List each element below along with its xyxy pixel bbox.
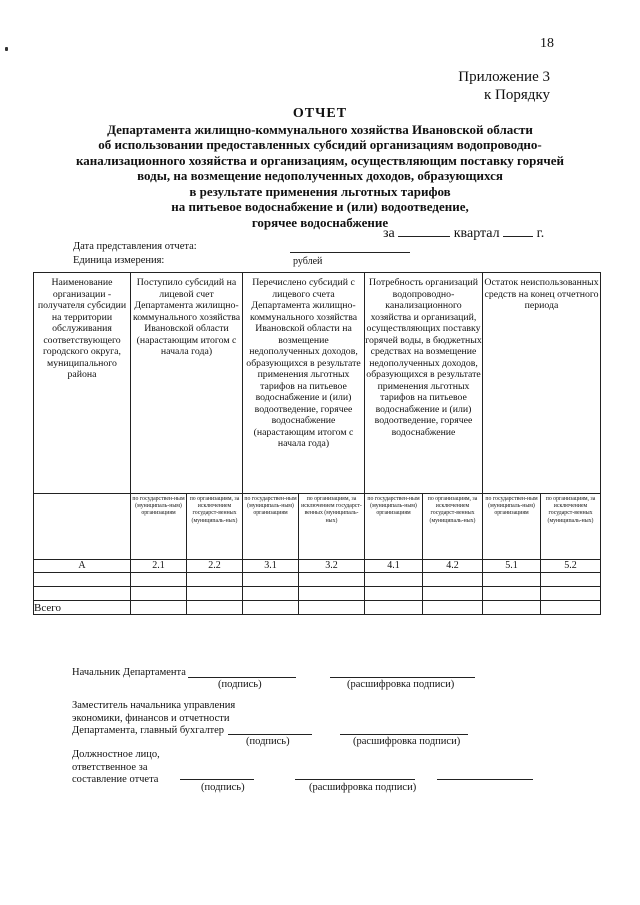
subheader-other: по организациям, за исключением государст-венных (муниципаль-ных) [299,494,365,560]
head-signature-caption: (подпись) [218,679,262,690]
subheader-state: по государствен-ным (муниципаль-ным) организациям [243,494,299,560]
deputy-decode-line [340,734,468,735]
appendix-line-2: к Порядку [484,87,550,103]
subheader-empty [34,494,131,560]
title-line: горячее водоснабжение [251,214,389,230]
title-line: Департамента жилищно-коммунального хозяйства Ивановской области [107,121,533,137]
report-period [383,226,544,242]
period-quarter: квартал [453,226,500,241]
header-need: Потребность организаций водопроводно-канализационного хозяйства и организаций, осуществляющих поставку горячей воды, в бюджетных средствах на возмещение недополученных доходов, образующихся в результате применения льготных тарифов на питьевое водоснабжение и (или) водоотведение, горячее водоснабжение [365,273,483,494]
head-label: Начальник Департамента [72,667,186,678]
period-year: г. [536,226,545,241]
subheader-other: по организациям, за исключением государст-венных (муниципаль-ных) [187,494,243,560]
col-number: 5.2 [541,560,601,573]
column-number-row [34,560,601,573]
col-number: 3.1 [243,560,299,573]
header-organization: Наименование организации - получателя субсидии на территории обслуживания соответствующего городского округа, муниципального района [34,273,131,494]
col-number: 4.1 [365,560,423,573]
official-label: Должностное лицо, ответственное за составление отчета [72,749,160,785]
subheader-state: по государствен-ным (муниципаль-ным) организациям [365,494,423,560]
appendix-line-1: Приложение 3 [458,69,550,85]
subheader-row [34,494,601,560]
official-extra-line [437,779,533,780]
official-signature-caption: (подпись) [201,782,245,793]
col-number: 2.2 [187,560,243,573]
unit-label: Единица измерения: [73,255,165,266]
report-heading: ОТЧЕТ [292,106,348,121]
deputy-label: Заместитель начальника управления экономики, финансов и отчетности Департамента, главный бухгалтер [72,700,236,736]
scan-speck [5,47,8,51]
col-number: 3.2 [299,560,365,573]
header-remainder: Остаток неиспользованных средств на конец отчетного периода [483,273,601,494]
report-table [33,272,601,615]
period-za: за [383,226,395,241]
header-transferred: Перечислено субсидий с лицевого счета Департамента жилищно-коммунального хозяйства Ивановской области на возмещение недополученных доходов, образующихся в результате применения льготных тарифов на питьевое водоснабжение и (или) водоотведение, горячее водоснабжение (нарастающим итогом с начала года) [243,273,365,494]
subheader-other: по организациям, за исключением государст-венных (муниципаль-ных) [541,494,601,560]
deputy-decode-caption: (расшифровка подписи) [353,736,461,747]
table-row [34,587,601,601]
table-row [34,573,601,587]
title-line: воды, на возмещение недополученных доходов, образующихся [137,168,503,183]
official-signature-line [180,779,254,780]
title-line: об использовании предоставленных субсидий организациям водопроводно- [98,137,542,152]
title-line: на питьевое водоснабжение и (или) водоотведение, [171,199,469,214]
header-received: Поступило субсидий на лицевой счет Департамента жилищно-коммунального хозяйства Ивановской области (нарастающим итогом с начала года) [131,273,243,494]
title-line: в результате применения льготных тарифов [189,183,451,199]
unit-value: рублей [293,256,323,267]
title-line: канализационного хозяйства и организациям, осуществляющим поставку горячей [76,152,564,168]
header-row [34,273,601,494]
official-decode-line [295,779,415,780]
deputy-signature-line [228,734,312,735]
head-signature-line [188,677,296,678]
report-title [60,106,580,230]
page-number: 18 [540,36,554,51]
col-number: 5.1 [483,560,541,573]
head-decode-caption: (расшифровка подписи) [347,679,455,690]
deputy-signature-caption: (подпись) [246,736,290,747]
date-label: Дата представления отчета: [73,241,197,252]
official-decode-caption: (расшифровка подписи) [309,782,417,793]
col-number: 2.1 [131,560,187,573]
col-number: А [34,560,131,573]
subheader-state: по государствен-ным (муниципаль-ным) организациям [483,494,541,560]
subheader-other: по организациям, за исключением государст-венных (муниципаль-ных) [423,494,483,560]
head-decode-line [330,677,475,678]
appendix-note [458,68,550,104]
col-number: 4.2 [423,560,483,573]
subheader-state: по государствен-ным (муниципаль-ным) организациям [131,494,187,560]
total-label: Всего [34,601,131,615]
total-row [34,601,601,615]
date-field-line [290,252,410,253]
